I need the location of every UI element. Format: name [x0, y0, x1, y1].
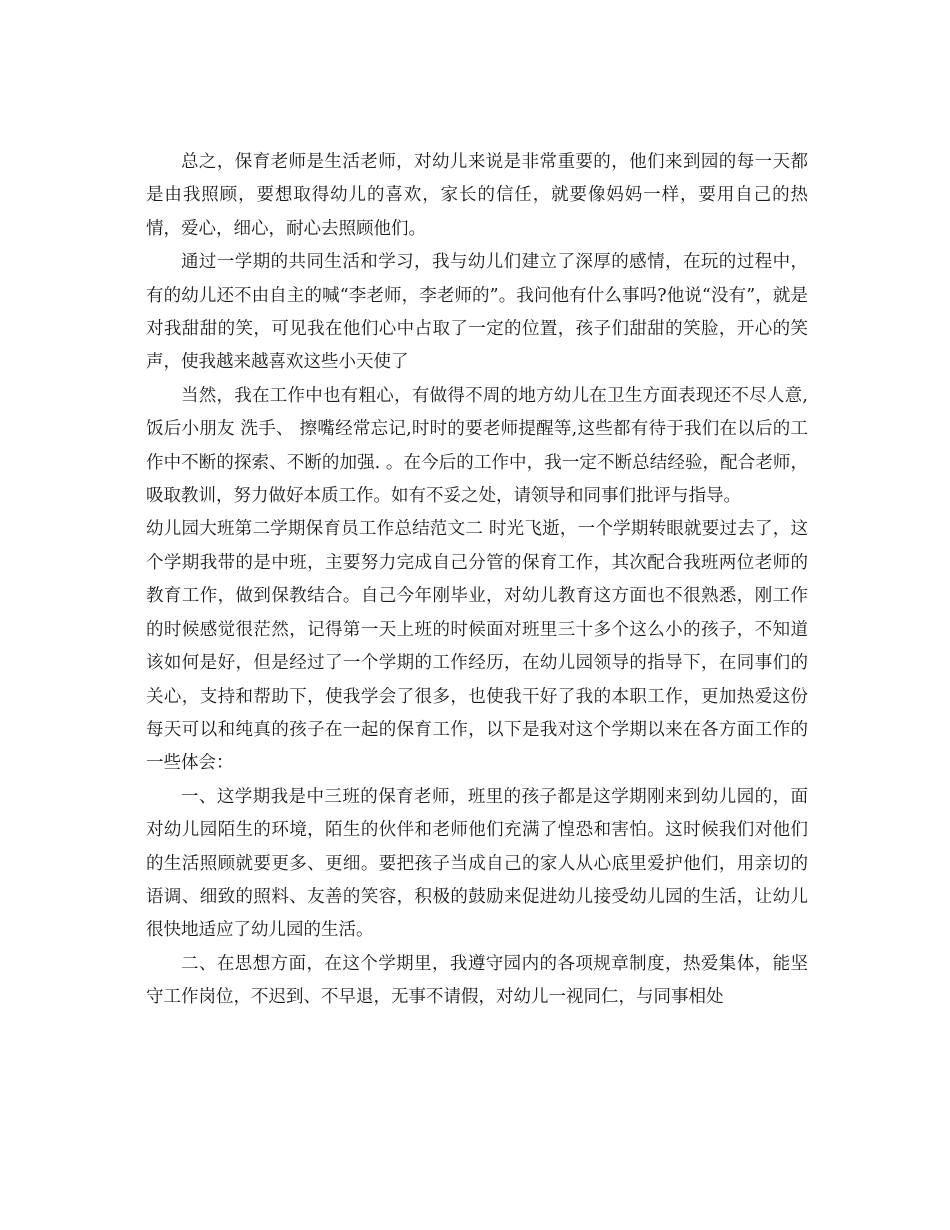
paragraph-point-two: 二、在思想方面，在这个学期里，我遵守园内的各项规章制度，热爱集体，能坚守工作岗位，不迟到、不早退，无事不请假，对幼儿一视同仁，与同事相处: [146, 953, 808, 1008]
paragraph-shortcomings: 当然，我在工作中也有粗心，有做得不周的地方幼儿在卫生方面表现还不尽人意,饭后小朋友 洗手、 擦嘴经常忘记,时时的要老师提醒等,这些都有待于我们在以后的工作中不断的探索、不断的加强. 。在今后的工作中，我一定不断总结经验，配合老师，吸取教训，努力做好本质工作。如有不妥之处，请领导和同事们批评与指导。: [146, 385, 808, 507]
paragraph-feelings: 通过一学期的共同生活和学习，我与幼儿们建立了深厚的感情，在玩的过程中，有的幼儿还不由自主的喊“李老师，李老师的”。我问他有什么事吗?他说“没有”，就是对我甜甜的笑，可见我在他们心中占取了一定的位置，孩子们甜甜的笑脸，开心的笑声，使我越来越喜欢这些小天使了: [146, 252, 808, 373]
paragraph-point-one: 一、这学期我是中三班的保育老师，班里的孩子都是这学期刚来到幼儿园的，面对幼儿园陌生的环境，陌生的伙伴和老师他们充满了惶恐和害怕。这时候我们对他们的生活照顾就要更多、更细。要把孩子当成自己的家人从心底里爱护他们，用亲切的语调、细致的照料、友善的笑容，积极的鼓励来促进幼儿接受幼儿园的生活，让幼儿很快地适应了幼儿园的生活。: [146, 786, 808, 941]
document-body: [146, 146, 808, 1015]
paragraph-summary: 总之，保育老师是生活老师，对幼儿来说是非常重要的，他们来到园的每一天都是由我照顾，要想取得幼儿的喜欢，家长的信任，就要像妈妈一样，要用自己的热情，爱心，细心，耐心去照顾他们。: [146, 152, 808, 239]
paragraph-sample-two-intro: 幼儿园大班第二学期保育员工作总结范文二 时光飞逝，一个学期转眼就要过去了，这个学期我带的是中班，主要努力完成自己分管的保育工作，其次配合我班两位老师的教育工作，做到保教结合。自己今年刚毕业，对幼儿教育这方面也不很熟悉，刚工作的时候感觉很茫然，记得第一天上班的时候面对班里三十多个这么小的孩子，不知道该如何是好，但是经过了一个学期的工作经历，在幼儿园领导的指导下，在同事们的关心，支持和帮助下，使我学会了很多，也使我干好了我的本职工作，更加热爱这份每天可以和纯真的孩子在一起的保育工作，以下是我对这个学期以来在各方面工作的一些体会：: [146, 519, 808, 774]
